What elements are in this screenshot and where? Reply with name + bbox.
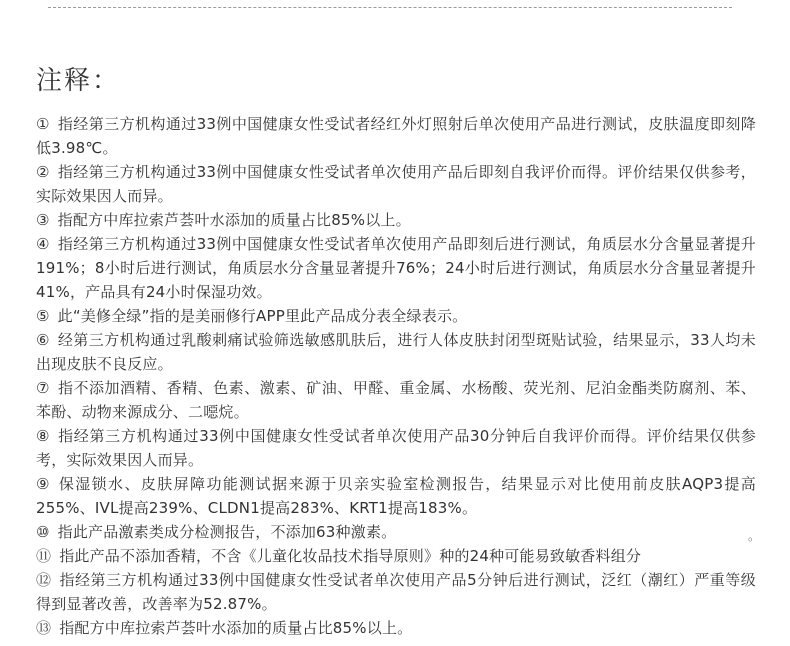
note-11 [36,544,756,568]
note-marker: ② [36,163,50,181]
note-marker: ⑤ [36,307,50,325]
note-4 [36,232,756,304]
note-marker: ⑧ [36,427,51,445]
note-marker: ⑬ [36,619,52,637]
note-5 [36,304,756,328]
note-text: 指配方中库拉索芦荟叶水添加的质量占比85%以上。 [59,619,413,637]
note-8 [36,424,756,472]
note-text: 指经第三方机构通过33例中国健康女性受试者单次使用产品30分钟后自我评价而得。评价结果仅供参考，实际效果因人而异。 [36,427,756,469]
dashed-divider [48,7,732,8]
note-10 [36,520,756,544]
note-2 [36,160,756,208]
note-3 [36,208,756,232]
note-marker: ④ [36,235,50,253]
note-text: 指经第三方机构通过33例中国健康女性受试者单次使用产品即刻后进行测试，角质层水分含量显著提升191%；8小时后进行测试，角质层水分含量显著提升76%；24小时后进行测试，角质层水分含量显著提升41%，产品具有24小时保湿功效。 [36,235,756,301]
note-text: 指经第三方机构通过33例中国健康女性受试者经红外灯照射后单次使用产品进行测试，皮肤温度即刻降低3.98℃。 [36,115,756,157]
note-marker: ⑫ [36,571,52,589]
note-7 [36,376,756,424]
note-1 [36,112,756,160]
note-marker: ⑨ [36,475,51,493]
notes-title: 注释： [36,66,121,96]
note-text: 指经第三方机构通过33例中国健康女性受试者单次使用产品5分钟后进行测试，泛红（潮红）严重等级得到显著改善，改善率为52.87%。 [36,571,756,613]
note-13 [36,616,756,640]
note-text: 指此产品不添加香精，不含《儿童化妆品技术指导原则》种的24种可能易致敏香料组分 [59,547,642,565]
notes-list [36,112,756,640]
note-marker: ⑥ [36,331,50,349]
note-text: 指不添加酒精、香精、色素、激素、矿油、甲醛、重金属、水杨酸、荧光剂、尼泊金酯类防腐剂、苯、苯酚、动物来源成分、二噁烷。 [36,379,756,421]
note-text: 指经第三方机构通过33例中国健康女性受试者单次使用产品后即刻自我评价而得。评价结果仅供参考，实际效果因人而异。 [36,163,756,205]
note-text: 此“美修全绿”指的是美丽修行APP里此产品成分表全绿表示。 [57,307,468,325]
note-marker: ⑪ [36,547,52,565]
note-6 [36,328,756,376]
note-marker: ③ [36,211,50,229]
note-9 [36,472,756,520]
note-text: 指此产品激素类成分检测报告，不添加63种激素。 [57,523,397,541]
note-text: 经第三方机构通过乳酸刺痛试验筛选敏感肌肤后，进行人体皮肤封闭型斑贴试验，结果显示，33人均未出现皮肤不良反应。 [36,331,756,373]
note-text: 保湿锁水、皮肤屏障功能测试据来源于贝亲实验室检测报告，结果显示对比使用前皮肤AQP3提高255%、IVL提高239%、CLDN1提高283%、KRT1提高183%。 [36,475,756,517]
note-12 [36,568,756,616]
note-marker: ⑦ [36,379,50,397]
note-marker: ① [36,115,50,133]
stray-period: 。 [748,529,761,543]
note-text: 指配方中库拉索芦荟叶水添加的质量占比85%以上。 [57,211,411,229]
note-marker: ⑩ [36,523,50,541]
